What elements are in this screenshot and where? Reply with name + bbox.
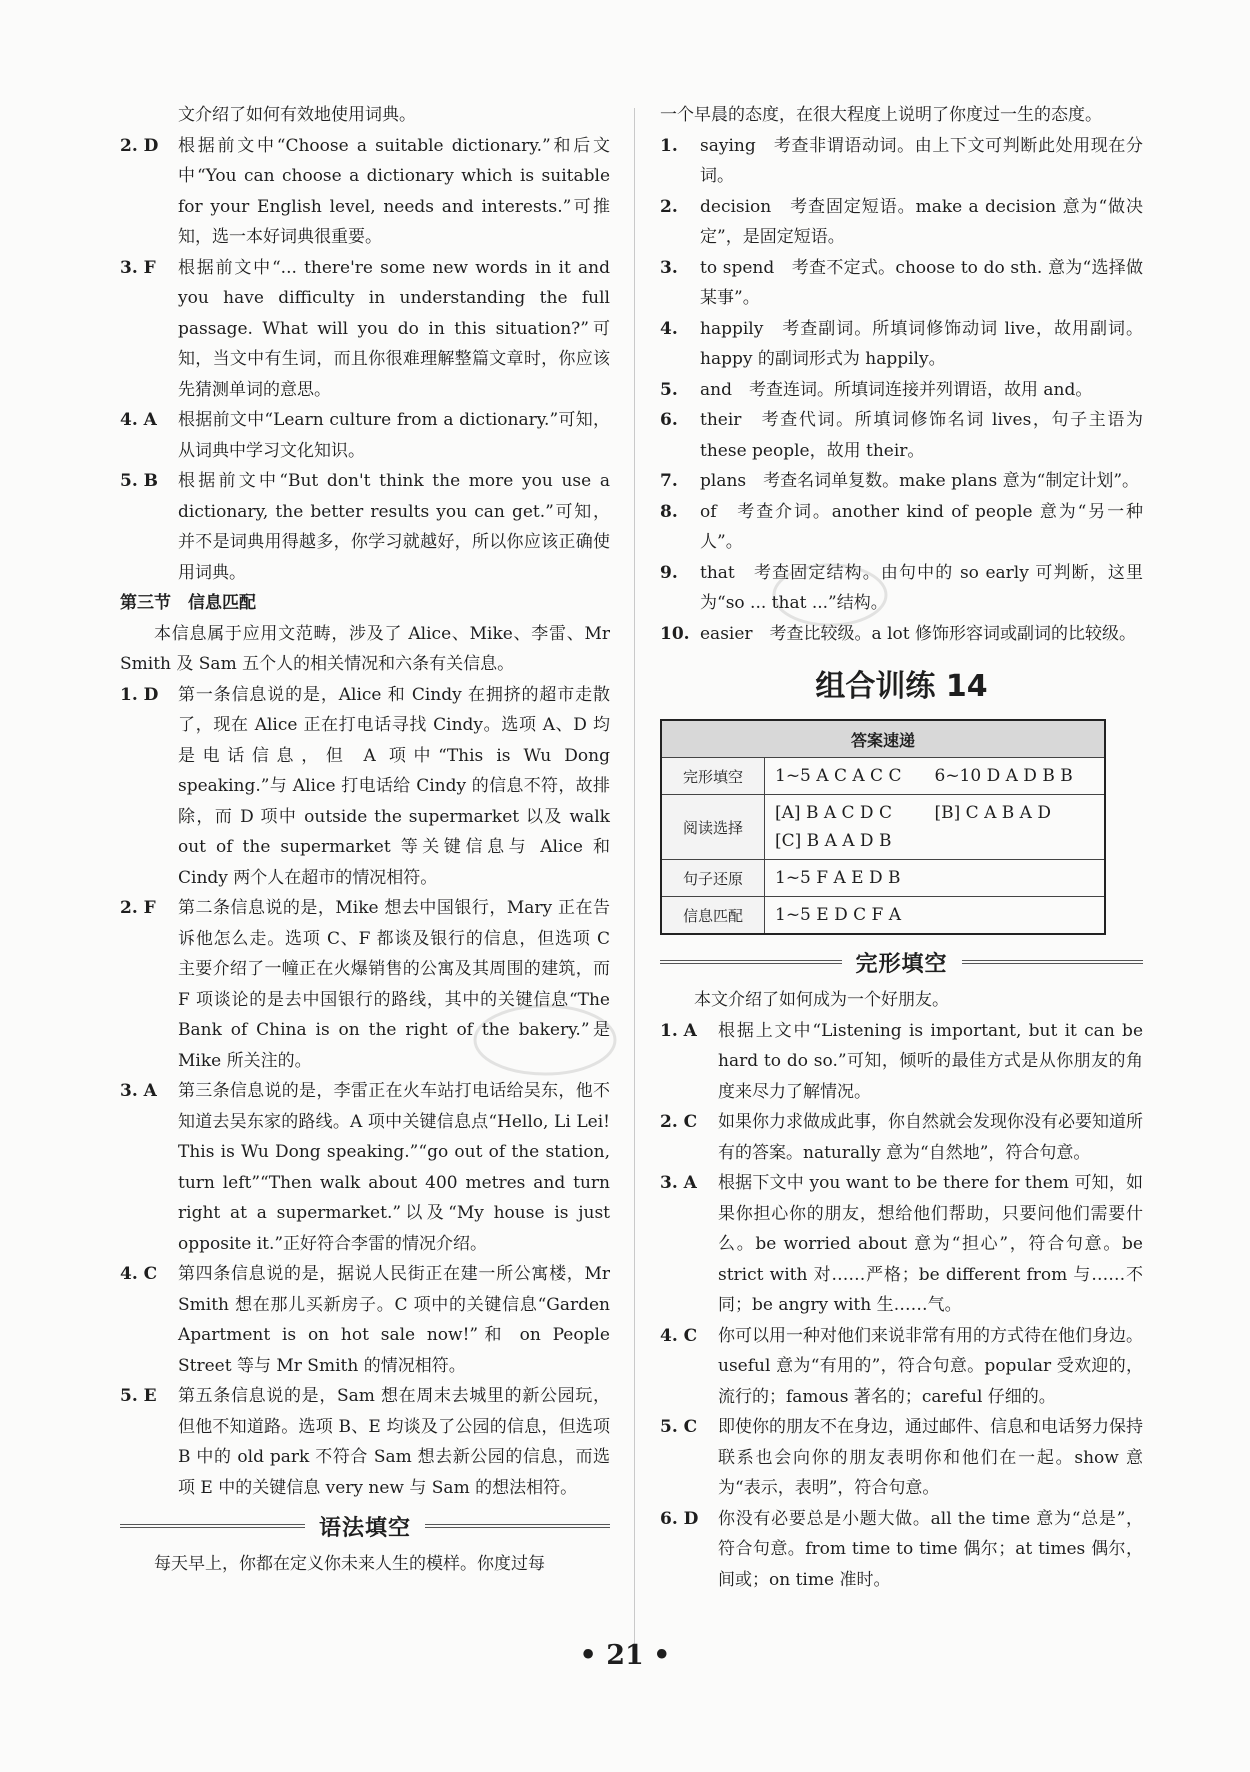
answer-value: [C] B A A D B bbox=[775, 831, 892, 851]
item-number: 3. A bbox=[120, 1081, 157, 1101]
answer-table bbox=[660, 719, 1106, 935]
item-text: 第四条信息说的是，据说人民街正在建一所公寓楼，Mr Smith 想在那儿买新房子。C 项中的关键信息“Garden Apartment is on hot sale now!”和 on People Street 等与 Mr Smith 的情况相符。 bbox=[178, 1264, 610, 1376]
item-text: that 考查固定结构。由句中的 so early 可判断，这里为“so ... that ...”结构。 bbox=[700, 562, 1143, 613]
list-item bbox=[660, 405, 1143, 466]
answer-row bbox=[661, 860, 1105, 897]
list-item bbox=[660, 1016, 1143, 1108]
list-item bbox=[660, 1168, 1143, 1321]
answer-row-values bbox=[765, 897, 1106, 935]
answer-table-header bbox=[661, 720, 1105, 758]
list-item bbox=[660, 314, 1143, 375]
answer-value: 6~10 D A D B B bbox=[934, 766, 1073, 786]
item-number: 9. bbox=[660, 562, 678, 583]
list-item bbox=[660, 375, 1143, 406]
divider-line-left bbox=[120, 1524, 305, 1528]
item-number: 2. C bbox=[660, 1112, 698, 1132]
answer-row-values bbox=[765, 795, 1106, 860]
item-text: to spend 考查不定式。choose to do sth. 意为“选择做某事”。 bbox=[700, 257, 1143, 308]
item-number: 4. C bbox=[660, 1325, 698, 1346]
list-item bbox=[660, 192, 1143, 253]
item-number: 8. bbox=[660, 501, 678, 522]
item-text: 根据上文中“Listening is important, but it can be hard to do so.”可知，倾听的最佳方式是从你朋友的角度来尽力了解情况。 bbox=[718, 1020, 1143, 1102]
item-number: 5. bbox=[660, 379, 678, 400]
item-number: 5. E bbox=[120, 1386, 157, 1406]
answer-value: [A] B A C D C bbox=[775, 803, 892, 823]
left-column bbox=[120, 100, 610, 1580]
list-item bbox=[120, 405, 610, 466]
list-item bbox=[660, 497, 1143, 558]
answer-row-label: 阅读选择 bbox=[661, 795, 765, 860]
list-item bbox=[120, 1259, 610, 1381]
grammar-intro-tail: 一个早晨的态度，在很大程度上说明了你度过一生的态度。 bbox=[660, 105, 1102, 125]
list-item bbox=[660, 619, 1143, 650]
answer-row bbox=[661, 897, 1105, 935]
unit-title: 组合训练 14 bbox=[815, 669, 988, 704]
list-item bbox=[660, 466, 1143, 497]
item-number: 7. bbox=[660, 471, 678, 491]
item-text: 即使你的朋友不在身边，通过邮件、信息和电话努力保持联系也会向你的朋友表明你和他们在一起。show 意为“表示，表明”，符合句意。 bbox=[718, 1417, 1143, 1498]
item-number: 1. A bbox=[660, 1020, 697, 1041]
grammar-intro: 每天早上，你都在定义你未来人生的模样。你度过每 bbox=[154, 1554, 545, 1574]
item-number: 1. D bbox=[120, 684, 159, 705]
item-text: happily 考查副词。所填词修饰动词 live，故用副词。happy 的副词形式为 happily。 bbox=[700, 318, 1143, 369]
item-text: 第五条信息说的是，Sam 想在周末去城里的新公园玩，但他不知道路。选项 B、E 均谈及了公园的信息，但选项 B 中的 old park 不符合 Sam 想去新公园的信息，而选项 E 中的关键信息 very new 与 Sam 的想法相符。 bbox=[178, 1386, 610, 1498]
item-number: 2. D bbox=[120, 135, 159, 156]
intro-tail: 文介绍了如何有效地使用词典。 bbox=[178, 105, 416, 125]
answer-row bbox=[661, 758, 1105, 795]
cloze-divider bbox=[660, 943, 1143, 981]
list-item bbox=[120, 1381, 610, 1503]
item-text: 根据前文中“Choose a suitable dictionary.”和后文中“You can choose a dictionary which is suitable for your English level, needs and interests.”可推知，选一本好词典很重要。 bbox=[178, 135, 610, 247]
answer-row-values bbox=[765, 758, 1106, 795]
item-number: 2. F bbox=[120, 898, 156, 918]
page-number: • 21 • bbox=[579, 1640, 671, 1671]
answer-value: 1~5 A C A C C bbox=[775, 766, 902, 786]
answer-list-a bbox=[120, 131, 610, 589]
item-number: 3. A bbox=[660, 1173, 697, 1193]
item-text: their 考查代词。所填词修饰名词 lives，句子主语为 these people，故用 their。 bbox=[700, 410, 1143, 461]
answer-row-label: 信息匹配 bbox=[661, 897, 765, 935]
item-text: 根据前文中“But don't think the more you use a dictionary, the better results you can get.”可知，并不是词典用得越多，你学习就越好，所以你应该正确使用词典。 bbox=[178, 471, 610, 583]
answer-row-label: 句子还原 bbox=[661, 860, 765, 897]
answer-value: 1~5 E D C F A bbox=[775, 905, 902, 925]
answer-value bbox=[935, 827, 1095, 855]
item-text: decision 考查固定短语。make a decision 意为“做决定”，是固定短语。 bbox=[700, 196, 1143, 247]
list-item bbox=[120, 253, 610, 406]
grammar-heading: 语法填空 bbox=[319, 1515, 412, 1541]
item-text: 如果你力求做成此事，你自然就会发现你没有必要知道所有的答案。naturally 意为“自然地”，符合句意。 bbox=[718, 1112, 1143, 1163]
item-text: and 考查连词。所填词连接并列谓语，故用 and。 bbox=[700, 379, 1093, 400]
item-text: 你没有必要总是小题大做。all the time 意为“总是”，符合句意。from time to time 偶尔；at times 偶尔，间或；on time 准时。 bbox=[718, 1508, 1143, 1590]
watermark-stamp-icon bbox=[470, 1000, 620, 1080]
answer-row-values bbox=[765, 860, 1106, 897]
section3-intro: 本信息属于应用文范畴，涉及了 Alice、Mike、李雷、Mr Smith 及 Sam 五个人的相关情况和六条有关信息。 bbox=[120, 623, 610, 674]
cloze-answer-list bbox=[660, 1016, 1143, 1596]
item-number: 1. bbox=[660, 135, 678, 156]
list-item bbox=[660, 558, 1143, 619]
item-text: 根据前文中“... there're some new words in it and you have difficulty in understanding the full passage. What will you do in this situation?”可知，当文中有生词，而且你很难理解整篇文章时，你应该先猜测单词的意思。 bbox=[178, 257, 610, 400]
answer-value: 1~5 F A E D B bbox=[775, 868, 901, 888]
list-item bbox=[660, 253, 1143, 314]
item-text: 第二条信息说的是，Mike 想去中国银行，Mary 正在告诉他怎么走。选项 C、F 都谈及银行的信息，但选项 C 主要介绍了一幢正在火爆销售的公寓及其周围的建筑，而 F 项谈论的是去中国银行的路线，其中的关键信息“The Bank of China is on the right of the bakery.”是 Mike 所关注的。 bbox=[178, 898, 610, 1071]
item-number: 5. B bbox=[120, 471, 159, 491]
list-item bbox=[660, 1321, 1143, 1413]
item-text: 根据下文中 you want to be there for them 可知，如果你担心你的朋友，想给他们帮助，只要问他们需要什么。be worried about 意为“担心”，符合句意。be strict with 对……严格；be different from 与……不同；be angry with 生……气。 bbox=[718, 1173, 1143, 1315]
list-item bbox=[120, 1076, 610, 1259]
item-text: 第一条信息说的是，Alice 和 Cindy 在拥挤的超市走散了，现在 Alice 正在打电话寻找 Cindy。选项 A、D 均是电话信息，但 A 项中“This is Wu Dong speaking.”与 Alice 打电话给 Cindy 的信息不符，故排除，而 D 项中 outside the supermarket 以及 walk out of the supermarket 等关键信息与 Alice 和 Cindy 两个人在超市的情况相符。 bbox=[178, 684, 610, 888]
item-text: 你可以用一种对他们来说非常有用的方式待在他们身边。useful 意为“有用的”，符合句意。popular 受欢迎的，流行的；famous 著名的；careful 仔细的。 bbox=[718, 1325, 1143, 1407]
column-divider bbox=[634, 108, 635, 1648]
item-text: 根据前文中“Learn culture from a dictionary.”可知，从词典中学习文化知识。 bbox=[178, 410, 610, 461]
item-number: 5. C bbox=[660, 1417, 698, 1437]
divider-line-left bbox=[660, 960, 842, 964]
list-item bbox=[120, 466, 610, 588]
item-number: 6. bbox=[660, 410, 678, 430]
list-item bbox=[120, 131, 610, 253]
list-item bbox=[660, 131, 1143, 192]
item-number: 3. F bbox=[120, 257, 156, 278]
answer-list-b bbox=[120, 680, 610, 1504]
item-number: 10. bbox=[660, 623, 690, 644]
item-text: saying 考查非谓语动词。由上下文可判断此处用现在分词。 bbox=[700, 135, 1143, 186]
answer-table-header-cell: 答案速递 bbox=[661, 720, 1105, 758]
item-text: 第三条信息说的是，李雷正在火车站打电话给吴东，他不知道去吴东家的路线。A 项中关键信息点“Hello, Li Lei! This is Wu Dong speaking.”“go out of the station, turn left”“Then walk about 400 metres and turn right at a supermarket.”以及“My house is just opposite it.”正好符合李雷的情况介绍。 bbox=[178, 1081, 610, 1254]
answer-value bbox=[935, 864, 1095, 892]
watermark-stamp-icon bbox=[770, 560, 890, 630]
answer-row-label: 完形填空 bbox=[661, 758, 765, 795]
item-number: 6. D bbox=[660, 1508, 699, 1529]
list-item bbox=[660, 1107, 1143, 1168]
cloze-heading: 完形填空 bbox=[855, 951, 948, 977]
item-number: 4. A bbox=[120, 410, 157, 430]
section3-title: 第三节 信息匹配 bbox=[120, 593, 256, 613]
answer-value: [B] C A B A D bbox=[934, 803, 1051, 823]
list-item bbox=[120, 680, 610, 894]
item-number: 4. C bbox=[120, 1264, 158, 1284]
divider-line-right bbox=[425, 1524, 610, 1528]
list-item bbox=[660, 1412, 1143, 1504]
list-item bbox=[660, 1504, 1143, 1596]
item-number: 2. bbox=[660, 196, 678, 217]
answer-row bbox=[661, 795, 1105, 860]
item-number: 3. bbox=[660, 257, 678, 278]
grammar-answer-list bbox=[660, 131, 1143, 650]
divider-line-right bbox=[962, 960, 1144, 964]
right-column bbox=[660, 100, 1143, 1595]
item-number: 4. bbox=[660, 318, 678, 339]
cloze-intro: 本文介绍了如何成为一个好朋友。 bbox=[694, 990, 949, 1010]
answer-value bbox=[935, 901, 1095, 929]
item-text: plans 考查名词单复数。make plans 意为“制定计划”。 bbox=[700, 471, 1140, 491]
item-text: of 考查介词。another kind of people 意为“另一种人”。 bbox=[700, 501, 1143, 552]
grammar-divider bbox=[120, 1507, 610, 1545]
item-text: easier 考查比较级。a lot 修饰形容词或副词的比较级。 bbox=[700, 623, 1136, 644]
